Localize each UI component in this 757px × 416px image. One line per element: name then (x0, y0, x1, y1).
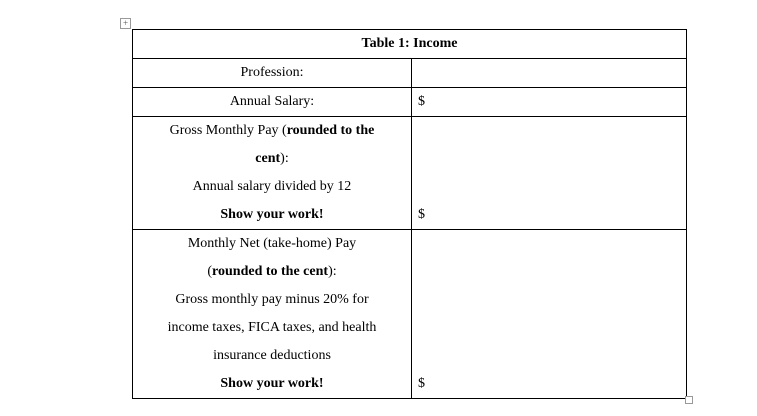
table-row (133, 59, 687, 88)
table-title-row (133, 30, 687, 59)
net-monthly-value[interactable]: $ (412, 230, 687, 399)
label-bold: Show your work! (220, 376, 324, 391)
label-line (139, 145, 405, 173)
table-row (133, 88, 687, 117)
label-line: Annual salary divided by 12 (192, 179, 352, 194)
net-monthly-label[interactable] (133, 230, 412, 399)
label-line: Monthly Net (take-home) Pay (187, 236, 357, 251)
table-title: Table 1: Income (133, 30, 687, 59)
label-bold: Show your work! (220, 207, 324, 222)
income-table (132, 29, 687, 399)
label-line (139, 117, 405, 145)
table-move-handle[interactable]: + (120, 18, 131, 29)
label-text: ): (280, 151, 289, 166)
label-bold: rounded to the (286, 123, 375, 138)
table-row (133, 117, 687, 230)
label-text: Annual Salary: (229, 94, 315, 109)
label-line: income taxes, FICA taxes, and health (167, 320, 377, 335)
table-row (133, 230, 687, 399)
label-text: ( (207, 264, 213, 279)
label-line (139, 258, 405, 286)
label-line (139, 370, 405, 398)
gross-monthly-label[interactable] (133, 117, 412, 230)
annual-salary-label[interactable] (133, 88, 412, 117)
label-line: Gross monthly pay minus 20% for (175, 292, 369, 307)
annual-salary-value[interactable]: $ (412, 88, 687, 117)
profession-label[interactable] (133, 59, 412, 88)
profession-value[interactable] (412, 59, 687, 88)
label-text: Profession: (240, 65, 304, 80)
label-text: ): (328, 264, 337, 279)
table-resize-handle[interactable] (685, 396, 693, 404)
label-bold: rounded to the cent (212, 264, 329, 279)
label-bold: cent (255, 151, 281, 166)
label-line: insurance deductions (213, 348, 331, 363)
gross-monthly-value[interactable]: $ (412, 117, 687, 230)
label-text: Gross Monthly Pay ( (169, 123, 287, 138)
label-line (139, 201, 405, 229)
